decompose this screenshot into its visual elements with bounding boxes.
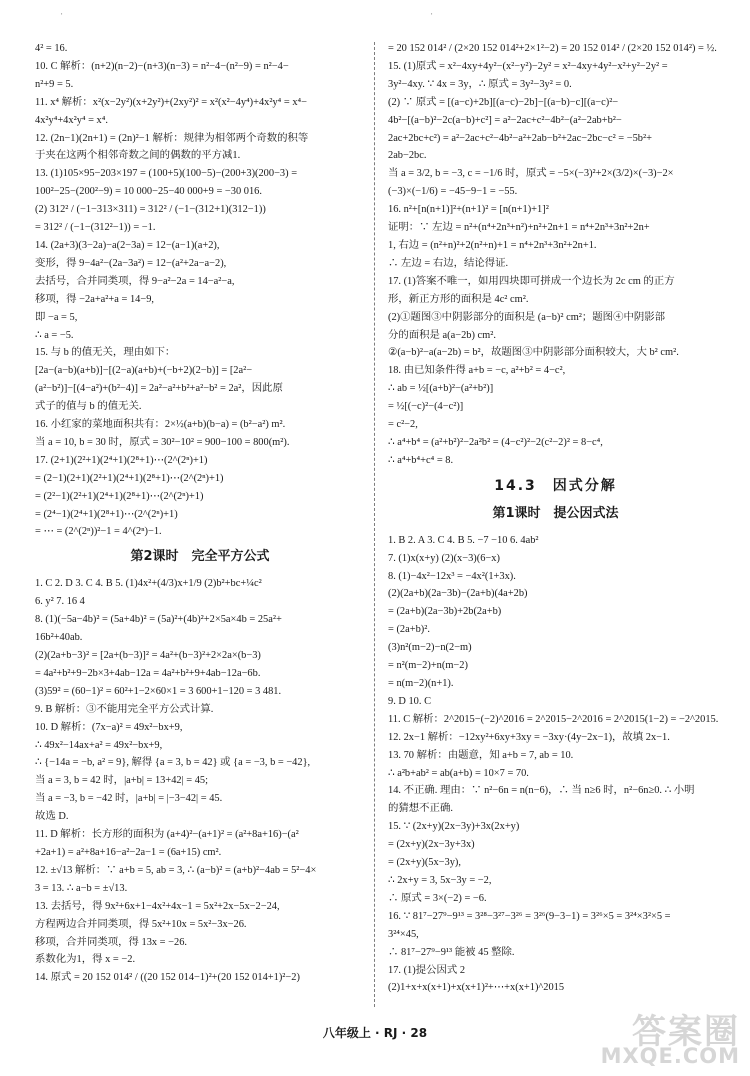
- answer-line: 16. ∵ 81⁷−27⁹−9¹³ = 3²⁸−3²⁷−3²⁶ = 3²⁶(9−3−1) = 3²⁶×5 = 3²⁴×3²×5 =: [388, 910, 671, 922]
- answer-line: = (2x+y)(2x−3y+3x): [388, 839, 475, 851]
- answer-line: = c²−2,: [388, 419, 418, 431]
- watermark-url: MXQE.COM: [600, 1044, 740, 1068]
- section-heading: 第2课时 完全平方公式: [130, 549, 270, 565]
- answer-line: 当 a = 3/2, b = −3, c = −1/6 时，原式 = −5×(−3)²+2×(3/2)×(−3)−2×: [388, 168, 674, 180]
- answer-line: = ½[(−c)²−(4−c²)]: [388, 401, 464, 413]
- answer-line: ∴ a²b+ab² = ab(a+b) = 10×7 = 70.: [388, 767, 529, 779]
- answer-line: 移项，得 −2a+a²+a = 14−9,: [35, 293, 154, 305]
- answer-line: ∴ 81⁷−27⁹−9¹³ 能被 45 整除.: [388, 946, 515, 958]
- answer-line: 15. (1)原式 = x²−4xy+4y²−(x²−y²)−2y² = x²−4xy+4y²−x²+y²−2y² =: [388, 60, 668, 72]
- answer-line: (−3)×(−1/6) = −45−9−1 = −55.: [388, 186, 518, 198]
- answer-line: 3²⁴×45,: [388, 928, 419, 940]
- answer-line: 15. ∵ (2x+y)(2x−3y)+3x(2x+y): [388, 821, 520, 833]
- answer-line: 17. (1)答案不唯一，如用四块即可拼成一个边长为 2c cm 的正方: [388, 275, 675, 287]
- answer-line: n²+9 = 5.: [35, 78, 74, 90]
- answer-line: 系数化为1，得 x = −2.: [35, 954, 136, 966]
- answer-line: 14. 不正确. 理由：∵ n²−6n = n(n−6)，∴ 当 n≥6 时，n²−6n≥0. ∴ 小明: [388, 785, 695, 797]
- answer-line: 16. 小红家的菜地面积共有：2×½(a+b)(b−a) = (b²−a²) m².: [35, 419, 286, 431]
- answer-line: (3)59² = (60−1)² = 60²+1−2×60×1 = 3 600+1−120 = 3 481.: [35, 685, 282, 697]
- answer-line: (2)(2a+b−3)² = [2a+(b−3)]² = 4a²+(b−3)²+2×2a×(b−3): [35, 650, 261, 661]
- answer-line: 2ac+2bc+c²) = a²−2ac+c²−4b²−a²+2ab−b²+2ac−2bc−c² = −5b²+: [388, 132, 652, 144]
- answer-line: (2)(2a+b)(2a−3b)−(2a+b)(4a+2b): [388, 588, 528, 600]
- answer-line: 14. (2a+3)(3−2a)−a(2−3a) = 12−(a−1)(a+2),: [35, 239, 220, 251]
- answer-line: = (2⁴−1)(2⁴+1)(2⁸+1)⋯(2^(2ⁿ)+1): [35, 508, 178, 520]
- answer-line: = n²(m−2)+n(m−2): [388, 660, 468, 672]
- answer-line: ∴ {−14a = −b, a² = 9}, 解得 {a = 3, b = 42} 或 {a = −3, b = −42},: [35, 757, 311, 769]
- answer-line: 17. (1)提公因式 2: [388, 964, 466, 976]
- answer-line: = (2²−1)(2²+1)(2⁴+1)(2⁸+1)⋯(2^(2ⁿ)+1): [35, 490, 204, 502]
- answer-line: 的猜想不正确.: [388, 803, 453, 815]
- answer-line: 1, 右边 = (n²+n)²+2(n²+n)+1 = n⁴+2n³+3n²+2n+1.: [388, 239, 597, 251]
- answer-line: 1. C 2. D 3. C 4. B 5. (1)4x²+(4/3)x+1/9 (2)b²+bc+¼c²: [35, 578, 262, 590]
- section-heading: 第1课时 提公因式法: [492, 505, 619, 521]
- answer-line: = ⋯ = (2^(2ⁿ))²−1 = 4^(2ⁿ)−1.: [35, 526, 162, 538]
- answer-line: 12. (2n−1)(2n+1) = (2n)²−1 解析：规律为相邻两个奇数的积等: [35, 132, 309, 144]
- answer-line: = (2a+b)(2a−3b)+2b(2a+b): [388, 606, 502, 618]
- answer-line: 14. 原式 = 20 152 014² / ((20 152 014−1)²+(20 152 014+1)²−2): [35, 972, 300, 984]
- right-column: [388, 40, 723, 997]
- answer-line: ②(a−b)²−a(a−2b) = b²，故题图③中阴影部分面积较大，大 b² cm².: [388, 347, 679, 359]
- answer-line: +2a+1) = a²+8a+16−a²−2a−1 = (6a+15) cm².: [35, 846, 222, 858]
- answer-line: 13. 70 解析：由题意，知 a+b = 7, ab = 10.: [388, 749, 574, 761]
- answer-line: 当 a = 10, b = 30 时，原式 = 30²−10² = 900−100 = 800(m²).: [35, 436, 290, 448]
- answer-line: 2ab−2bc.: [388, 150, 427, 162]
- answer-line: 去括号，合并同类项，得 9−a²−2a = 14−a²−a,: [35, 275, 235, 287]
- answer-line: 变形，得 9−4a²−(2a−3a²) = 12−(a²+2a−a−2),: [35, 257, 227, 269]
- answer-line: 9. B 解析：③不能用完全平方公式计算.: [35, 703, 214, 715]
- answer-line: 11. x⁴ 解析：x²(x−2y²)(x+2y²)+(2xy²)² = x²(x²−4y⁴)+4x²y⁴ = x⁴−: [35, 96, 308, 108]
- answer-line: 4x²y⁴+4x²y⁴ = x⁴.: [35, 114, 108, 126]
- answer-line: = (2x+y)(5x−3y),: [388, 857, 461, 869]
- answer-line: = 312² / (−1−(312²−1)) = −1.: [35, 222, 156, 234]
- answer-line: 11. C 解析：2^2015−(−2)^2016 = 2^2015−2^2016 = 2^2015(1−2) = −2^2015.: [388, 713, 719, 725]
- answer-line: ∴ 49x²−14ax+a² = 49x²−bx+9,: [35, 739, 163, 751]
- column-divider: [374, 42, 375, 1007]
- answer-line: 4² = 16.: [35, 43, 68, 54]
- answer-line: 当 a = 3, b = 42 时，|a+b| = 13+42| = 45;: [35, 775, 209, 787]
- answer-line: 即 −a = 5,: [35, 311, 78, 323]
- watermark-logo: [600, 1004, 744, 1072]
- answer-line: 17. (2+1)(2²+1)(2⁴+1)(2⁸+1)⋯(2^(2ⁿ)+1): [35, 454, 208, 466]
- answer-line: (2) ∵ 原式 = [(a−c)+2b][(a−c)−2b]−[(a−b)−c][(a−c)²−: [388, 96, 619, 108]
- answer-line: 当 a = −3, b = −42 时，|a+b| = |−3−42| = 45.: [35, 793, 223, 805]
- print-tick-mark: ⋅: [60, 10, 64, 20]
- answer-line: 1. B 2. A 3. C 4. B 5. −7 −10 6. 4ab²: [388, 534, 539, 546]
- answer-line: 100²−25−(200²−9) = 10 000−25−40 000+9 = −30 016.: [35, 186, 262, 198]
- answer-line: 12. ±√13 解析：∵ a+b = 5, ab = 3, ∴ (a−b)² = (a+b)²−4ab = 5²−4×: [35, 864, 317, 876]
- answer-line: 15. 与 b 的值无关，理由如下：: [35, 347, 176, 359]
- answer-line: ∴ 左边 = 右边，结论得证.: [388, 257, 509, 269]
- answer-line: ∴ a = −5.: [35, 329, 74, 341]
- answer-line: 3 = 13. ∴ a−b = ±√13.: [35, 882, 128, 894]
- page-footer: 八年级上 · RJ · 28: [322, 1026, 428, 1040]
- answer-line: 式子的值与 b 的值无关.: [35, 401, 142, 413]
- answer-line: 10. D 解析：(7x−a)² = 49x²−bx+9,: [35, 721, 183, 733]
- answer-line: (2)①题图③中阴影部分的面积是 (a−b)² cm²；题图④中阴影部: [388, 311, 666, 323]
- answer-line: 6. y² 7. 16 4: [35, 596, 85, 608]
- answer-line: 12. 2x−1 解析：−12xy²+6xy+3xy = −3xy·(4y−2x−1)，故填 2x−1.: [388, 731, 670, 743]
- answer-line: 故选 D.: [35, 811, 69, 823]
- answer-line: = (2−1)(2+1)(2²+1)(2⁴+1)(2⁸+1)⋯(2^(2ⁿ)+1): [35, 472, 224, 484]
- answer-line: 13. 去括号，得 9x²+6x+1−4x²+4x−1 = 5x²+2x−5x−2−24,: [35, 900, 280, 912]
- answer-line: ∴ 2x+y = 3, 5x−3y = −2,: [388, 874, 492, 886]
- answer-line: = (2a+b)².: [388, 624, 430, 636]
- answer-line: (2)1+x+x(x+1)+x(x+1)²+⋯+x(x+1)^2015: [388, 982, 565, 994]
- answer-line: 18. 由已知条件得 a+b = −c, a²+b² = 4−c²,: [388, 365, 566, 377]
- answer-line: 8. (1)−4x²−12x³ = −4x²(1+3x).: [388, 570, 516, 582]
- answer-line: 4b²−[(a−b)²−2c(a−b)+c²] = a²−2ac+c²−4b²−(a²−2ab+b²−: [388, 114, 622, 126]
- answer-line: ∴ a⁴+b⁴+c⁴ = 8.: [388, 454, 454, 466]
- answer-line: (2) 312² / (−1−313×311) = 312² / (−1−(312+1)(312−1)): [35, 204, 266, 216]
- answer-line: 8. (1)(−5a−4b)² = (5a+4b)² = (5a)²+(4b)²+2×5a×4b = 25a²+: [35, 614, 282, 626]
- answer-line: 方程两边合并同类项，得 5x²+10x = 5x²−3x−26.: [35, 918, 247, 930]
- answer-line: 形，新正方形的面积是 4c² cm².: [388, 293, 529, 305]
- answer-line: = n(m−2)(n+1).: [388, 678, 454, 689]
- answer-line: 16. n²+[n(n+1)]²+(n+1)² = [n(n+1)+1]²: [388, 204, 549, 216]
- section-heading: 14.3 因式分解: [494, 477, 617, 494]
- left-column: [35, 40, 365, 987]
- answer-line: ∴ ab = ½[(a+b)²−(a²+b²)]: [388, 383, 494, 395]
- answer-line: 13. (1)105×95−203×197 = (100+5)(100−5)−(200+3)(200−3) =: [35, 168, 298, 180]
- answer-line: 9. D 10. C: [388, 695, 432, 707]
- answer-line: = 20 152 014² / (2×20 152 014²+2×1²−2) = 20 152 014² / (2×20 152 014²) = ½.: [388, 43, 717, 54]
- answer-line: 于夹在这两个相邻奇数之间的偶数的平方减1.: [35, 150, 241, 162]
- answer-line: ∴ 原式 = 3×(−2) = −6.: [388, 892, 487, 904]
- answer-line: 7. (1)x(x+y) (2)(x−3)(6−x): [388, 552, 500, 564]
- watermark-brand: 答案圈: [632, 1012, 740, 1052]
- answer-line: 证明：∵ 左边 = n²+(n⁴+2n³+n²)+n²+2n+1 = n⁴+2n³+3n²+2n+: [388, 222, 650, 234]
- answer-line: 移项，合并同类项，得 13x = −26.: [35, 936, 187, 948]
- answer-line: 11. D 解析：长方形的面积为 (a+4)²−(a+1)² = (a²+8a+16)−(a²: [35, 829, 299, 841]
- answer-line: 3y²−4xy. ∵ 4x = 3y，∴ 原式 = 3y²−3y² = 0.: [388, 78, 572, 90]
- answer-line: [2a−(a−b)(a+b)]−[(2−a)(a+b)+(−b+2)(2−b)] = [2a²−: [35, 365, 253, 377]
- answer-line: (3)n²(m−2)−n(2−m): [388, 642, 472, 654]
- answer-line: ∴ a⁴+b⁴ = (a²+b²)²−2a²b² = (4−c²)²−2(c²−2)² = 8−c⁴,: [388, 436, 603, 448]
- answer-line: (a²−b²)]−[(4−a²)+(b²−4)] = 2a²−a²+b²+a²−b² = 2a²，因此原: [35, 383, 283, 395]
- answer-line: = 4a²+b²+9−2b×3+4ab−12a = 4a²+b²+9+4ab−12a−6b.: [35, 667, 261, 679]
- answer-line: 10. C 解析：(n+2)(n−2)−(n+3)(n−3) = n²−4−(n²−9) = n²−4−: [35, 60, 289, 72]
- print-tick-mark: ⋅: [430, 10, 434, 20]
- answer-line: 分的面积是 a(a−2b) cm².: [388, 329, 496, 341]
- answer-line: 16b²+40ab.: [35, 632, 83, 644]
